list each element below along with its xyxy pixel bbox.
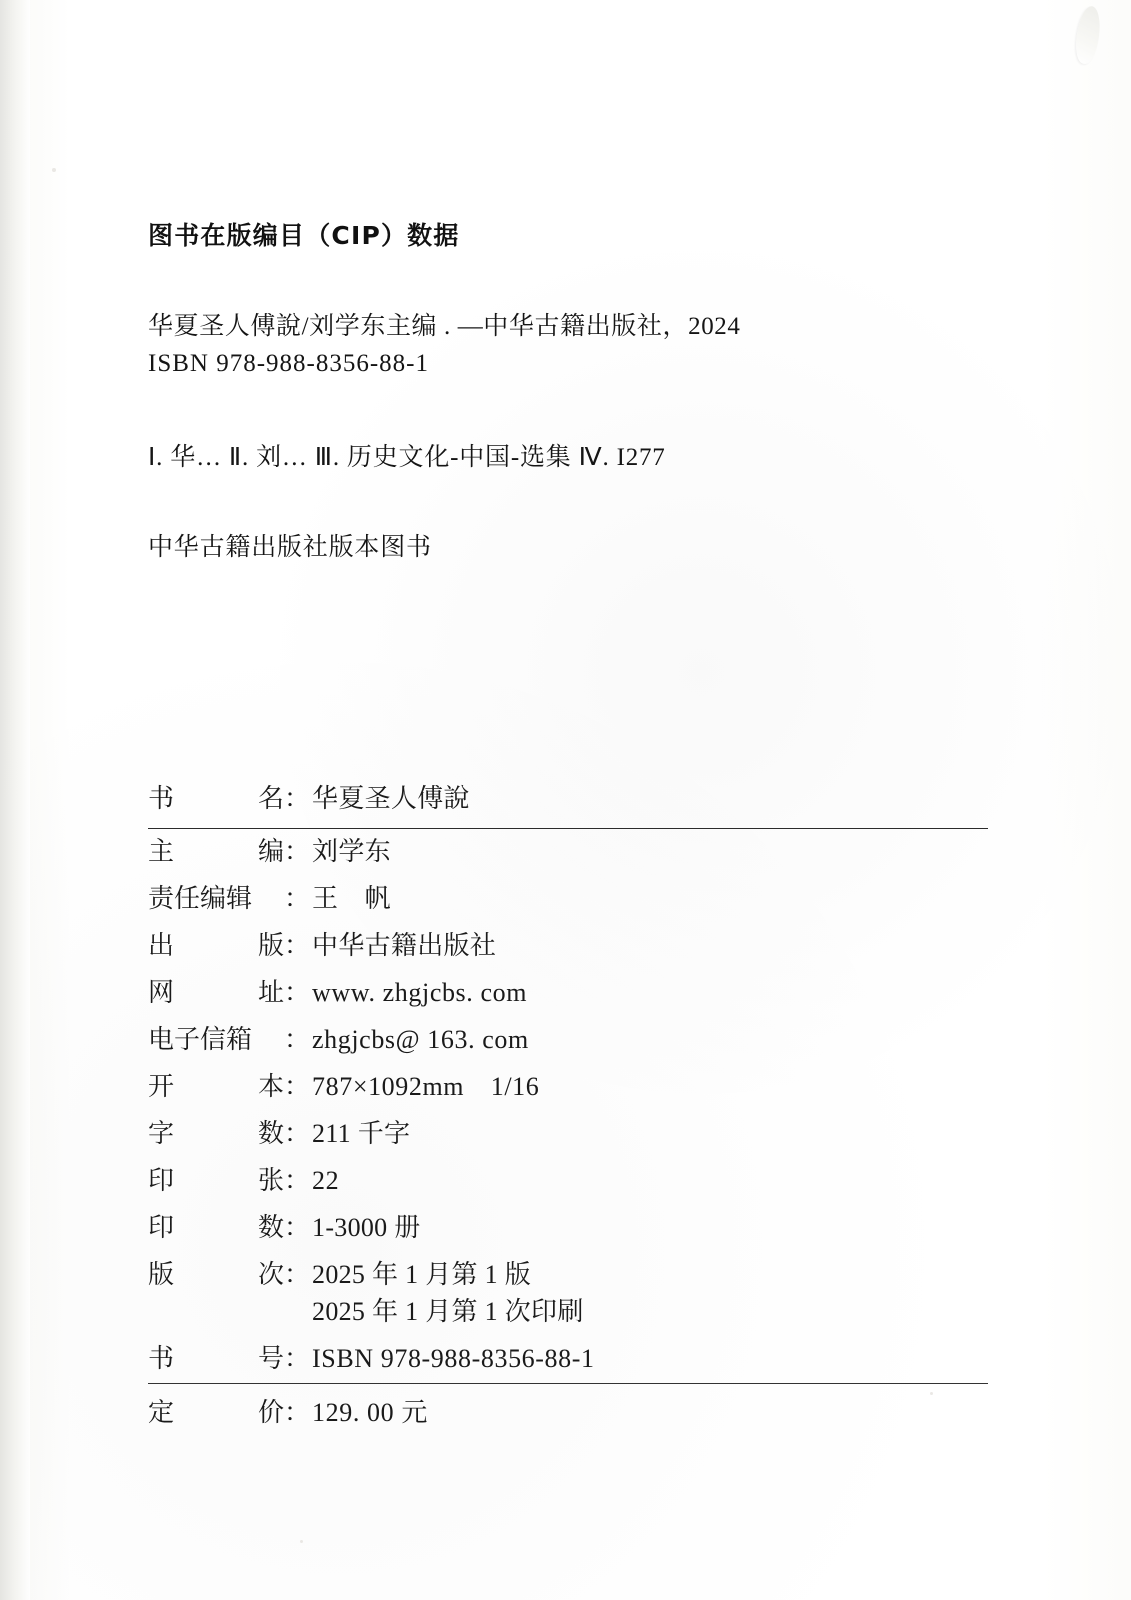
colophon-row-sheets [148,1158,988,1205]
colophon-value: 华夏圣人傅說 [312,784,470,813]
colophon-row-print-run [148,1205,988,1252]
colophon-row-email [148,1017,988,1064]
colophon-label: 责任编辑 [148,884,253,913]
colophon-label: 电子信箱 [148,1025,253,1054]
colophon-row-edition [148,1252,988,1299]
colophon-label: 开 本 [148,1072,284,1101]
colophon-label: 印 张 [148,1166,284,1195]
cip-classification-line: Ⅰ. 华… Ⅱ. 刘… Ⅲ. 历史文化-中国-选集 Ⅳ. I277 [148,444,666,471]
colophon-label: 版 次 [148,1260,284,1289]
colophon-colon: ： [284,1072,311,1101]
page-binding-edge [0,0,30,1600]
colophon-colon: ： [284,1119,311,1148]
cip-title-line: 华夏圣人傅說/刘学东主编 . —中华古籍出版社，2024 [148,313,741,340]
colophon-value: 22 [312,1166,340,1195]
colophon-row-website [148,970,988,1017]
cip-isbn-line: ISBN 978-988-8356-88-1 [148,350,430,377]
colophon-value: 2025 年 1 月第 1 次印刷 [312,1297,584,1326]
colophon-value: www. zhgjcbs. com [312,978,528,1007]
colophon-label: 定 价 [148,1398,284,1427]
colophon-value: 129. 00 元 [312,1398,428,1427]
colophon-colon: ： [284,1260,311,1289]
cip-heading: 图书在版编目（CIP）数据 [148,221,460,250]
colophon-row-responsible-editor [148,876,988,923]
colophon-label: 主 编 [148,837,284,866]
colophon-label: 书 号 [148,1344,284,1373]
colophon-colon: ： [284,784,311,813]
cip-publisher-note: 中华古籍出版社版本图书 [148,534,432,561]
colophon-colon: ： [284,1166,311,1195]
colophon-row-title [148,780,988,828]
colophon-row-price [148,1384,988,1432]
colophon-row-isbn [148,1336,988,1383]
page-corner-curl [1073,5,1103,65]
colophon-colon: ： [284,884,311,913]
colophon-row-printing [148,1299,988,1336]
colophon-value: 1-3000 册 [312,1213,421,1242]
colophon-row-format [148,1064,988,1111]
colophon-colon: ： [284,1213,311,1242]
colophon-colon: ： [284,1344,311,1373]
colophon-value: ISBN 978-988-8356-88-1 [312,1344,595,1373]
colophon-value: 刘学东 [312,837,391,866]
colophon-value: 211 千字 [312,1119,411,1148]
colophon-row-editor-in-chief [148,829,988,876]
colophon-block [148,780,988,1432]
colophon-label: 字 数 [148,1119,284,1148]
colophon-value: 2025 年 1 月第 1 版 [312,1260,532,1289]
colophon-value: 中华古籍出版社 [312,931,497,960]
paper-speck [52,168,56,172]
colophon-colon: ： [284,1025,311,1054]
colophon-colon: ： [284,837,311,866]
paper-speck [300,1540,303,1543]
colophon-row-publisher [148,923,988,970]
colophon-label: 出 版 [148,931,284,960]
colophon-colon: ： [284,931,311,960]
colophon-label: 书 名 [148,784,284,813]
colophon-colon: ： [284,978,311,1007]
colophon-row-word-count [148,1111,988,1158]
colophon-value: zhgjcbs@ 163. com [312,1025,529,1054]
colophon-label: 网 址 [148,978,284,1007]
colophon-label: 印 数 [148,1213,284,1242]
colophon-value: 王 帆 [312,884,391,913]
colophon-value: 787×1092mm 1/16 [312,1072,540,1101]
colophon-colon: ： [284,1398,311,1427]
